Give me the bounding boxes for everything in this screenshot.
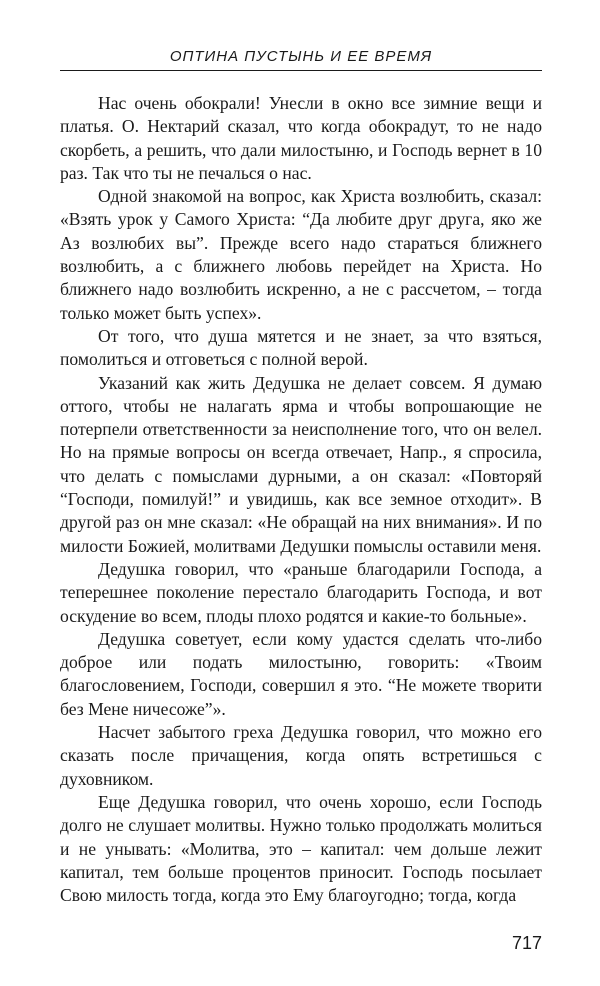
body-text [60,92,542,907]
paragraph: Дедушка советует, если кому удастся сделать что-либо доброе или подать милостыню, говорить: «Твоим благословением, Господи, совершил я это. “Не можете творити без Мене ничесоже”». [60,628,542,719]
running-head: ОПТИНА ПУСТЫНЬ И ЕЕ ВРЕМЯ [169,48,433,65]
paragraph: Насчет забытого греха Дедушка говорил, что можно его сказать после причащения, когда опять встретишься с духовником. [60,722,542,789]
paragraph: Нас очень обокрали! Унесли в окно все зимние вещи и платья. О. Нектарий сказал, что когда обокрадут, то не надо скорбеть, а решить, что дали милостыню, и Господь вернет в 10 раз. Так что ты не печалься о нас. [60,93,542,183]
paragraph: От того, что душа мятется и не знает, за что взяться, помолиться и отговеться с полной верой. [60,325,542,370]
page-number: 717 [511,933,542,953]
paragraph: Одной знакомой на вопрос, как Христа возлюбить, сказал: «Взять урок у Самого Христа: “Да любите друг друга, яко же Аз возлюбих вы”. Прежде всего надо стараться ближнего возлюбить, а с ближнего любовь перейдет на Христа. Но ближнего надо возлюбить искренно, а не с рассчетом, – тогда только может быть успех». [60,186,542,323]
paragraph: Указаний как жить Дедушка не делает совсем. Я думаю оттого, чтобы не налагать ярма и чтобы вопрошающие не потерпели ответственности за неисполнение того, что он велел. Но на прямые вопросы он всегда отвечает, Напр., я спросила, что делать с помыслами дурными, а он сказал: «Повторяй “Господи, помилуй!” и увидишь, как все земное отходит». В другой раз он мне сказал: «Не обращай на них внимания». И по милости Божией, молитвами Дедушки помыслы оставили меня. [60,372,542,556]
paragraph: Дедушка говорил, что «раньше благодарили Господа, а теперешнее поколение перестало благодарить Господа, и вот оскудение во всем, плоды плохо родятся и какие-то больные». [60,558,542,626]
paragraph: Еще Дедушка говорил, что очень хорошо, если Господь долго не слушает молитвы. Нужно только продолжать молиться и не унывать: «Молитва, это – капитал: чем дольше лежит капитал, тем больше процентов приносит. Господь посылает Свою милость тогда, когда это Ему благоугодно; тогда, когда [60,791,542,906]
header-rule [60,70,542,71]
